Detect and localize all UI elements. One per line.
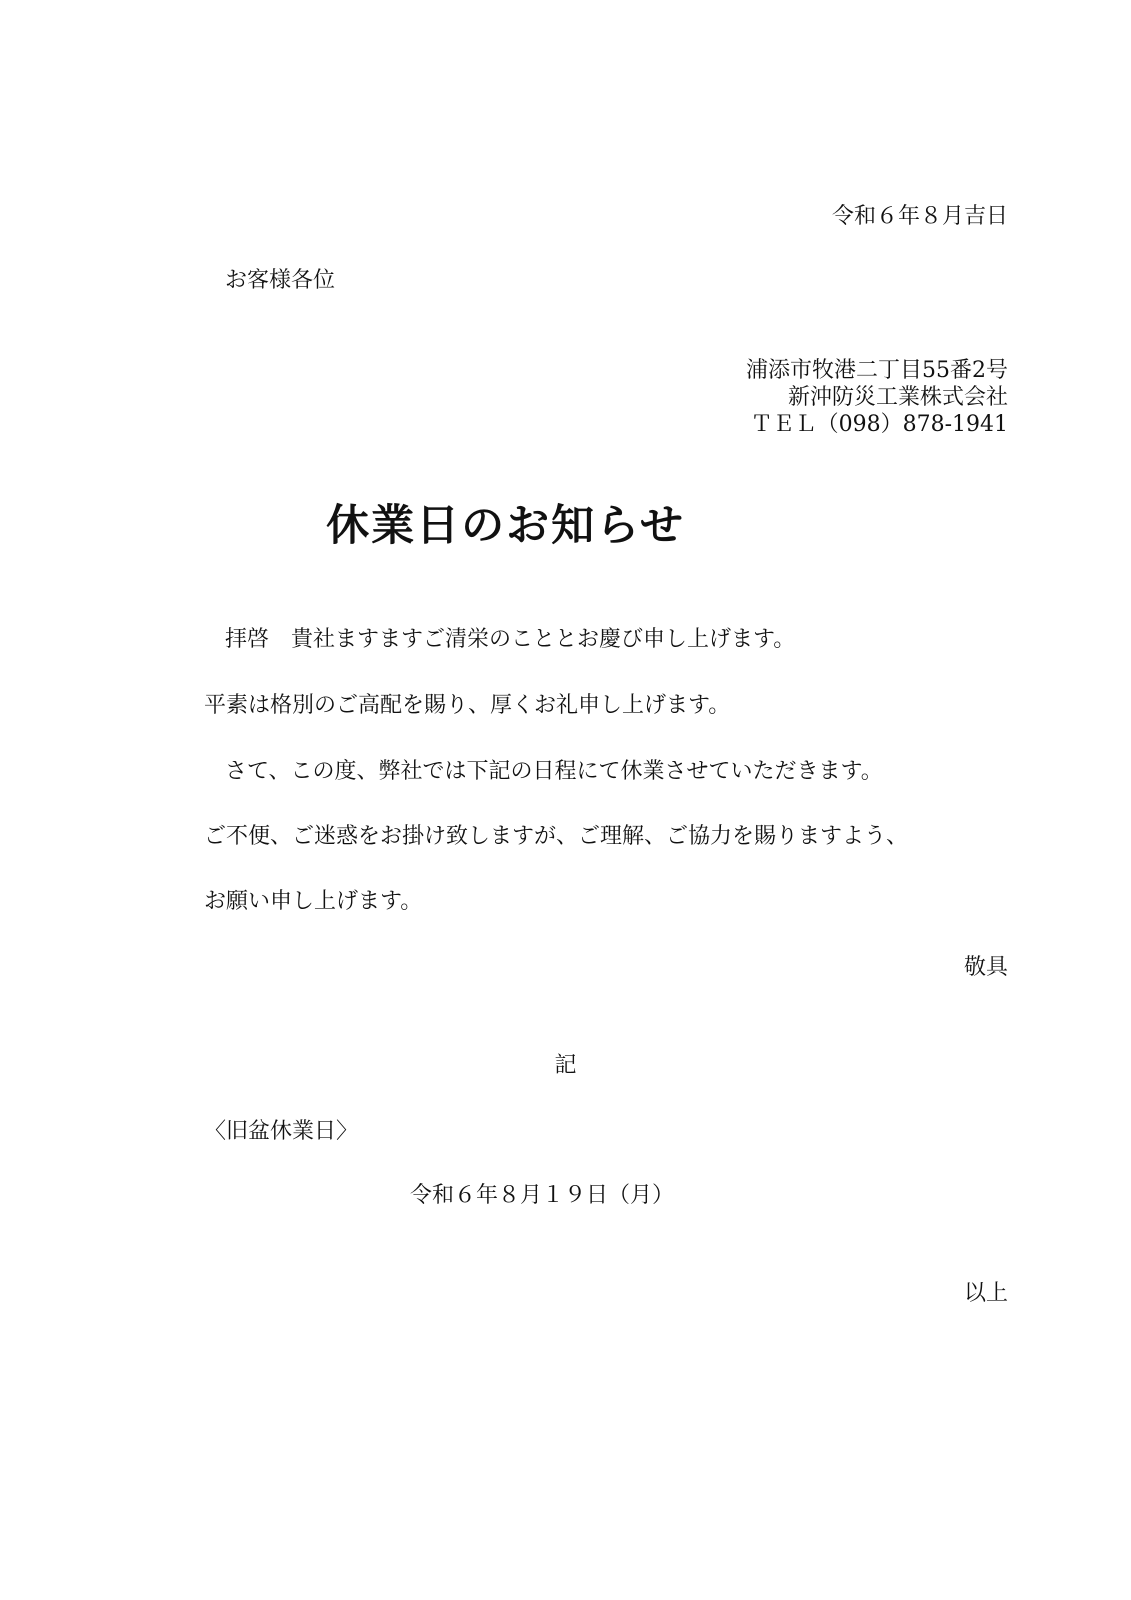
- body-line-5: お願い申し上げます。: [204, 889, 423, 914]
- document-date: 令和６年８月吉日: [831, 204, 1008, 229]
- sender-tel: ＴＥＬ（098）878-1941: [750, 412, 1008, 437]
- sender-company: 新沖防災工業株式会社: [787, 385, 1008, 410]
- end-mark: 以上: [963, 1281, 1008, 1306]
- body-line-2: 平素は格別のご高配を賜り、厚くお礼申し上げます。: [204, 693, 731, 718]
- body-line-3: さて、この度、弊社では下記の日程にて休業させていただきます。: [225, 759, 883, 784]
- body-line-4: ご不便、ご迷惑をお掛け致しますが、ご理解、ご協力を賜りますよう、: [204, 824, 909, 849]
- closing-word: 敬具: [963, 955, 1008, 980]
- holiday-section-heading: 〈旧盆休業日〉: [204, 1119, 359, 1144]
- holiday-date: 令和６年８月１９日（月）: [410, 1183, 675, 1208]
- document-title: 休業日のお知らせ: [326, 501, 685, 551]
- body-line-1: 拝啓 貴社ますますご清栄のこととお慶び申し上げます。: [225, 627, 796, 652]
- recipient-salutation: お客様各位: [225, 268, 336, 293]
- ki-heading: 記: [554, 1053, 577, 1078]
- sender-address: 浦添市牧港二丁目55番2号: [746, 358, 1008, 383]
- sender-block: [746, 357, 1008, 438]
